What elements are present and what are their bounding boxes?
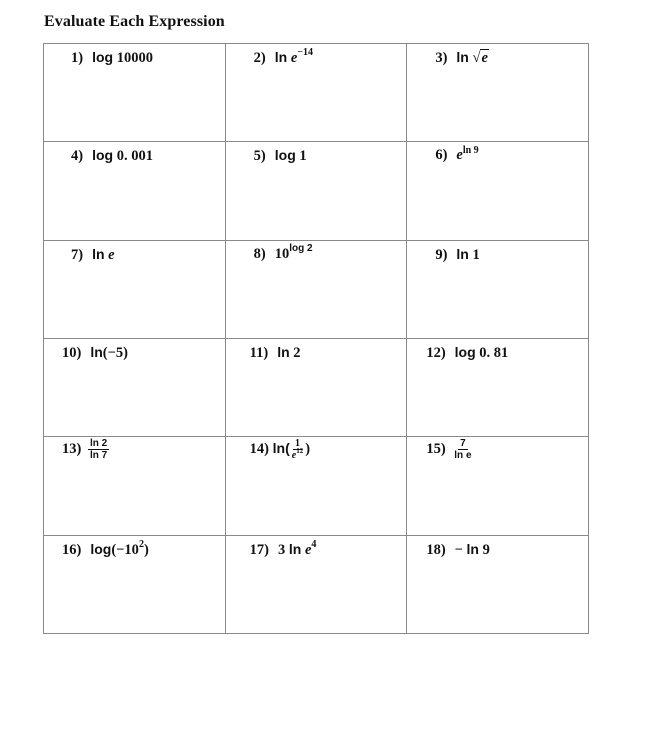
problem-number: 1) xyxy=(71,50,84,66)
problem-number: 12) xyxy=(426,344,446,361)
problem-1 xyxy=(71,49,252,67)
problem-number: 3) xyxy=(435,50,448,66)
problem-cell xyxy=(44,437,226,535)
fraction xyxy=(452,438,473,461)
problem-11 xyxy=(250,344,431,362)
problem-8 xyxy=(253,242,435,263)
problem-3 xyxy=(435,49,616,67)
negative-sign: − xyxy=(454,541,463,558)
argument: 9 xyxy=(482,541,490,558)
problem-2 xyxy=(254,49,435,67)
function-name: log xyxy=(454,343,476,360)
problem-cell xyxy=(225,437,407,535)
function-name: ln xyxy=(456,49,469,65)
function-name: ln xyxy=(288,540,302,557)
argument: (−5) xyxy=(102,344,128,361)
close-paren: ) xyxy=(305,441,311,458)
problem-18 xyxy=(426,541,607,559)
exponent: log 2 xyxy=(289,242,313,254)
exponent: ln 9 xyxy=(462,144,479,156)
problem-number: 7) xyxy=(71,246,84,263)
problem-number: 6) xyxy=(435,147,448,164)
problem-cell xyxy=(407,338,589,436)
argument: 10000 xyxy=(116,50,153,66)
base: 10 xyxy=(274,245,290,262)
problem-10 xyxy=(62,344,243,362)
function-name: ln( xyxy=(272,440,290,457)
problem-cell xyxy=(225,535,407,633)
problem-cell xyxy=(44,44,226,142)
problem-grid xyxy=(43,43,589,634)
denominator: e xyxy=(291,450,297,462)
base: e xyxy=(304,541,312,558)
base: e xyxy=(290,50,298,66)
problem-cell xyxy=(225,44,407,142)
coefficient: 3 xyxy=(278,541,286,558)
radicand: e xyxy=(481,50,488,66)
problem-16 xyxy=(62,538,243,559)
numerator: 1 xyxy=(294,438,300,450)
problem-5 xyxy=(254,147,435,165)
problem-cell xyxy=(44,142,226,240)
problem-cell xyxy=(225,142,407,240)
function-name: ln xyxy=(456,245,469,262)
problem-cell xyxy=(44,535,226,633)
close-paren: ) xyxy=(143,541,149,558)
problem-7 xyxy=(71,246,252,264)
problem-number: 9) xyxy=(435,246,448,263)
problem-9 xyxy=(435,246,616,264)
function-name: ln xyxy=(466,540,479,557)
exponent: −14 xyxy=(297,47,313,59)
function-name: log xyxy=(92,49,114,65)
argument: 0. 001 xyxy=(116,148,153,165)
problem-number: 14) xyxy=(249,441,269,458)
argument: e xyxy=(108,246,115,263)
argument: 1 xyxy=(299,148,307,165)
fraction xyxy=(290,438,305,461)
base: e xyxy=(456,147,463,164)
numerator: 7 xyxy=(460,438,466,450)
problem-number: 11) xyxy=(249,344,269,361)
function-name: ln xyxy=(277,343,290,360)
argument: 1 xyxy=(472,246,480,263)
problem-cell xyxy=(407,535,589,633)
radical-sign: √ xyxy=(472,50,481,66)
problem-number: 4) xyxy=(71,148,84,165)
argument: 0. 81 xyxy=(479,344,509,361)
problem-14 xyxy=(250,438,431,461)
problem-cell xyxy=(44,338,226,436)
problem-number: 8) xyxy=(253,245,266,262)
denominator: ln e xyxy=(454,450,472,462)
denominator: ln 7 xyxy=(89,450,108,462)
problem-17 xyxy=(249,538,431,559)
function-name: ln xyxy=(90,343,103,360)
problem-cell xyxy=(407,437,589,535)
problem-number: 13) xyxy=(62,441,82,458)
exponent: 4 xyxy=(311,538,317,550)
problem-number: 18) xyxy=(426,541,446,558)
function-name: ln xyxy=(92,245,105,262)
argument: 2 xyxy=(293,344,301,361)
exponent: 2 xyxy=(138,538,144,550)
problem-4 xyxy=(71,147,252,165)
square-root xyxy=(472,50,488,67)
problem-15 xyxy=(426,438,607,461)
function-name: ln xyxy=(274,49,288,65)
denominator-exponent: 12 xyxy=(296,446,304,455)
problem-number: 15) xyxy=(426,441,446,458)
argument: (−10 xyxy=(111,541,139,558)
problem-cell xyxy=(44,240,226,338)
worksheet-title: Evaluate Each Expression xyxy=(44,13,225,30)
function-name: log xyxy=(274,147,296,164)
problem-cell xyxy=(225,338,407,436)
problem-6 xyxy=(435,144,616,164)
problem-number: 5) xyxy=(253,148,266,165)
problem-number: 10) xyxy=(62,344,82,361)
function-name: log xyxy=(92,147,114,164)
problem-cell xyxy=(225,240,407,338)
problem-number: 16) xyxy=(62,541,82,558)
problem-number: 17) xyxy=(249,541,269,558)
problem-12 xyxy=(426,344,607,362)
fraction xyxy=(88,438,109,461)
problem-13 xyxy=(62,438,243,461)
numerator: ln 2 xyxy=(89,438,108,450)
problem-number: 2) xyxy=(253,50,266,66)
function-name: log xyxy=(90,540,112,557)
